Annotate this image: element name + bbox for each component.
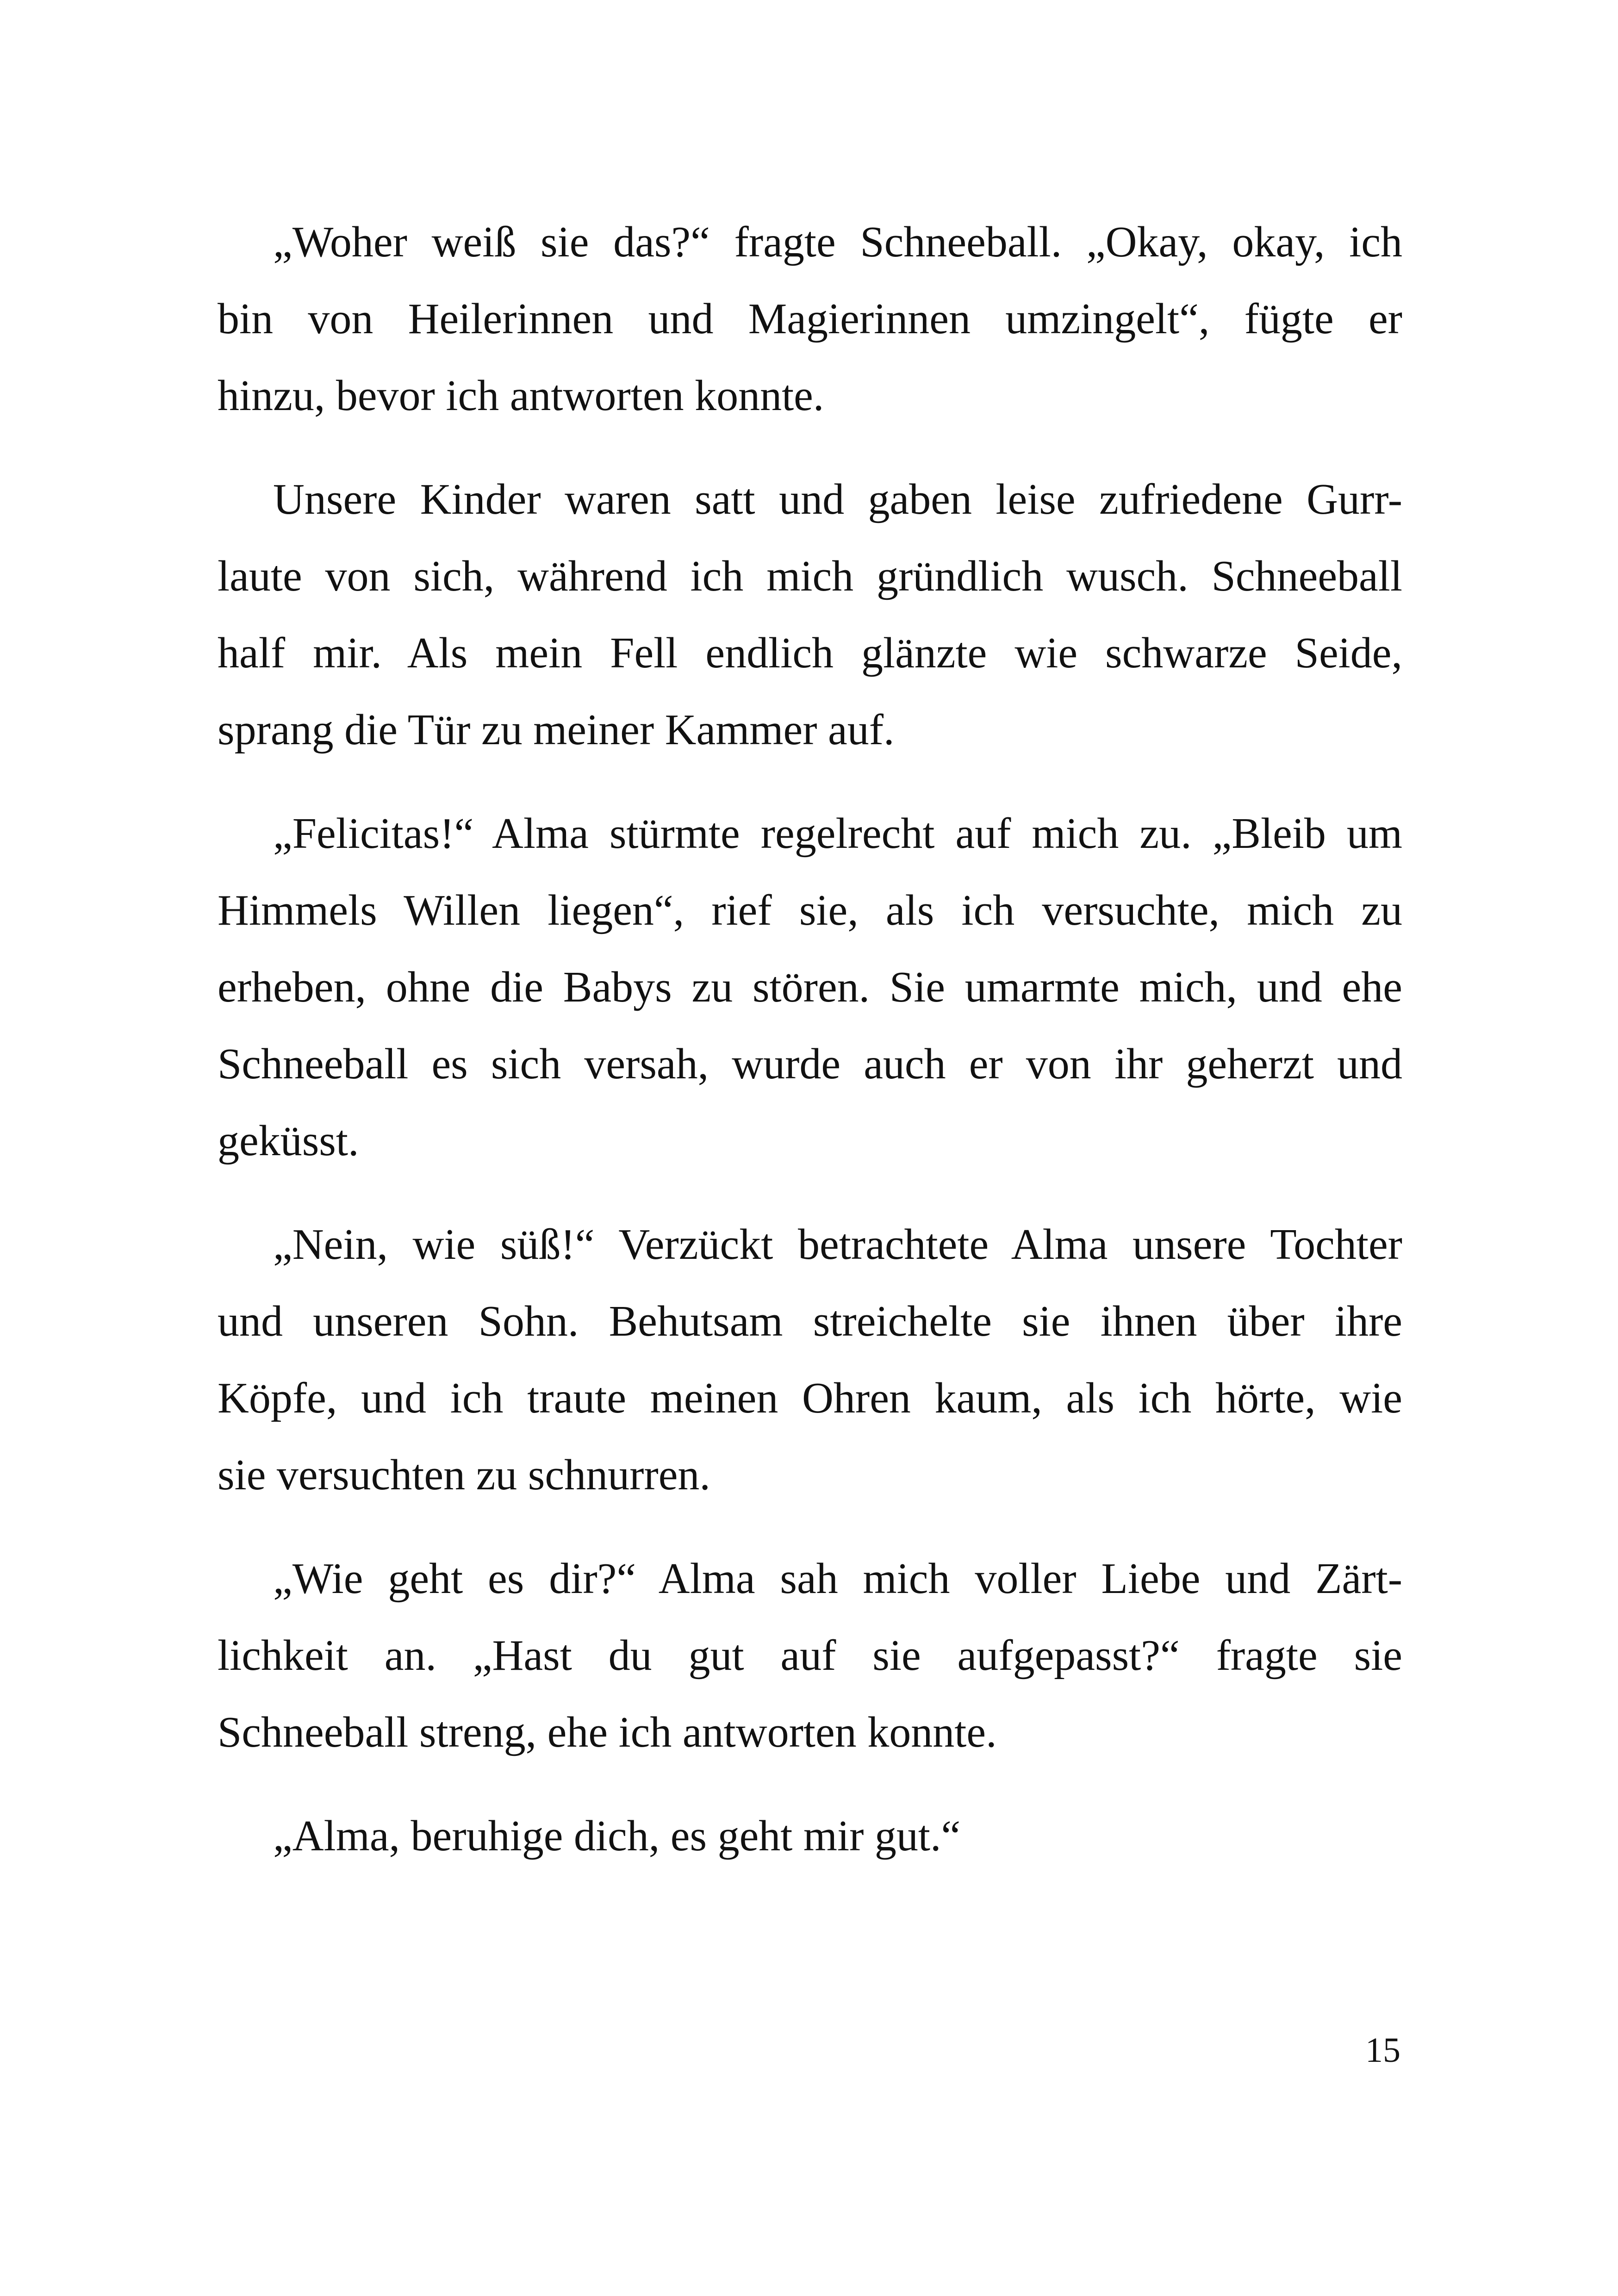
text-line: erheben, ohne die Babys zu stören. Sie umarmte mich, und ehe — [218, 963, 1402, 1011]
text-line: Unsere Kinder waren satt und gaben leise zufriedene Gurr- — [273, 475, 1402, 523]
text-line: und unseren Sohn. Behutsam streichelte sie ihnen über ihre — [218, 1297, 1402, 1345]
body-text — [218, 204, 1402, 1901]
text-line: geküsst. — [218, 1117, 359, 1165]
text-line: sie versuchten zu schnurren. — [218, 1451, 710, 1499]
text-line: „Nein, wie süß!“ Verzückt betrachtete Alma unsere Tochter — [273, 1220, 1402, 1269]
text-line: half mir. Als mein Fell endlich glänzte wie schwarze Seide, — [218, 629, 1402, 677]
text-line: „Woher weiß sie das?“ fragte Schneeball. „Okay, okay, ich — [273, 218, 1402, 266]
text-line: Köpfe, und ich traute meinen Ohren kaum, als ich hörte, wie — [218, 1374, 1402, 1422]
paragraph — [218, 204, 1402, 434]
text-line: laute von sich, während ich mich gründlich wusch. Schneeball — [218, 552, 1402, 600]
text-line: Schneeball streng, ehe ich antworten konnte. — [218, 1708, 997, 1756]
text-line: bin von Heilerinnen und Magierinnen umzingelt“, fügte er — [218, 295, 1402, 343]
text-line: Schneeball es sich versah, wurde auch er von ihr geherzt und — [218, 1040, 1402, 1088]
text-line: „Felicitas!“ Alma stürmte regelrecht auf mich zu. „Bleib um — [273, 809, 1402, 858]
text-line: Himmels Willen liegen“, rief sie, als ich versuchte, mich zu — [218, 886, 1402, 934]
paragraph — [218, 1540, 1402, 1771]
text-line: lichkeit an. „Hast du gut auf sie aufgepasst?“ fragte sie — [218, 1631, 1402, 1680]
text-line: hinzu, bevor ich antworten konnte. — [218, 372, 824, 420]
page-number: 15 — [1365, 2031, 1400, 2070]
paragraph — [218, 1206, 1402, 1513]
text-line: sprang die Tür zu meiner Kammer auf. — [218, 706, 895, 754]
text-line: „Alma, beruhige dich, es geht mir gut.“ — [273, 1812, 961, 1860]
paragraph — [218, 795, 1402, 1179]
text-line: „Wie geht es dir?“ Alma sah mich voller Liebe und Zärt- — [273, 1555, 1402, 1603]
paragraph — [218, 461, 1402, 768]
paragraph — [218, 1798, 1402, 1874]
